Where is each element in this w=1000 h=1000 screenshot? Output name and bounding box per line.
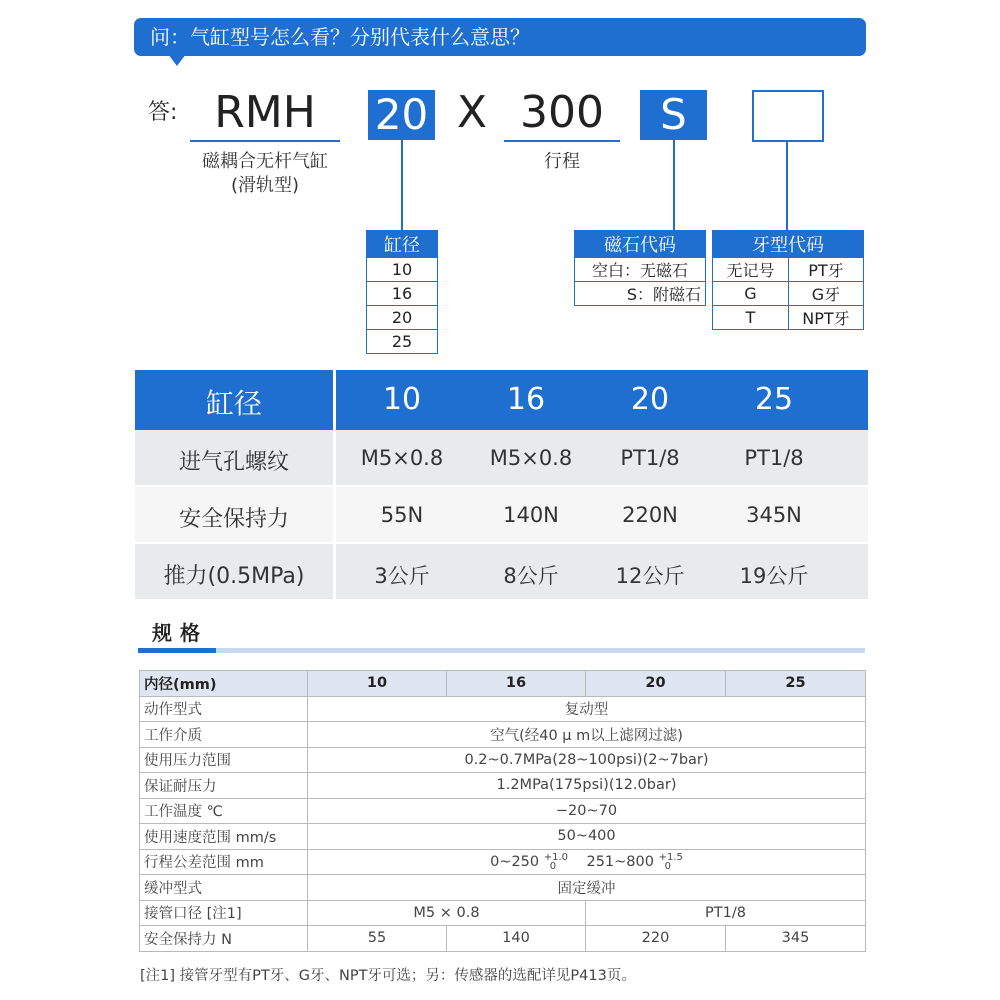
spec-header-row	[140, 671, 866, 697]
spec-header-col: 16	[447, 671, 586, 697]
thread-type: NPT牙	[788, 306, 863, 330]
magnet-legend-title: 磁石代码	[575, 231, 706, 258]
spec-row	[140, 875, 866, 901]
spec-row	[140, 926, 866, 952]
bore-legend-title: 缸径	[367, 231, 438, 258]
spec-table	[139, 670, 866, 952]
spec-row	[140, 849, 866, 875]
spec-cell: 140	[447, 926, 586, 952]
bore-legend-value: 16	[367, 282, 438, 306]
main-cell: 345N	[746, 503, 802, 527]
tolerance-a	[544, 853, 568, 871]
spec-header-col: 25	[726, 671, 866, 697]
main-cell: 8公斤	[503, 564, 559, 588]
main-table-divider	[333, 370, 336, 600]
spec-row-value: M5 × 0.8	[308, 900, 586, 926]
main-row-label: 推力(0.5MPa)	[163, 564, 305, 589]
spec-row-label: 工作介质	[140, 722, 308, 748]
answer-label: 答:	[148, 100, 178, 125]
main-cell: M5×0.8	[489, 446, 573, 470]
tolerance-range-a: 0~250	[490, 853, 540, 870]
spec-row	[140, 773, 866, 799]
spec-footnote: [注1] 接管牙型有PT牙、G牙、NPT牙可选；另：传感器的选配详见P413页。	[140, 968, 636, 984]
tolerance-range-b: 251~800	[586, 853, 654, 870]
spec-row	[140, 747, 866, 773]
main-header-col: 16	[506, 382, 546, 417]
spec-row-value: 0.2~0.7MPa(28~100psi)(2~7bar)	[308, 747, 866, 773]
thread-legend-title: 牙型代码	[713, 231, 864, 258]
spec-row-value: −20~70	[308, 798, 866, 824]
spec-row	[140, 824, 866, 850]
bore-legend-value: 10	[367, 258, 438, 282]
model-thread-box	[752, 90, 824, 142]
thread-type: G牙	[788, 282, 863, 306]
main-cell: 19公斤	[739, 564, 809, 588]
spec-row-label: 动作型式	[140, 696, 308, 722]
thread-code: T	[713, 306, 789, 330]
main-row-label: 进气孔螺纹	[178, 450, 289, 475]
magnet-legend-table	[574, 230, 706, 306]
spec-row-label: 使用速度范围 mm/s	[140, 824, 308, 850]
spec-cell: 220	[586, 926, 726, 952]
thread-legend-table	[712, 230, 864, 330]
spec-divider-accent	[138, 648, 216, 653]
spec-row-label: 接管口径 [注1]	[140, 900, 308, 926]
spec-row-label: 缓冲型式	[140, 875, 308, 901]
tolerance-b	[659, 853, 683, 871]
spec-cell: 55	[308, 926, 447, 952]
model-separator: X	[456, 87, 488, 138]
spec-row-value: 复动型	[308, 696, 866, 722]
tolerance-b-lower: 0	[664, 860, 671, 872]
thread-type: PT牙	[788, 258, 863, 282]
main-header-col: 10	[382, 382, 422, 417]
main-cell: 220N	[622, 503, 678, 527]
model-bore-box: 20	[368, 90, 435, 140]
model-series: RMH	[190, 86, 340, 142]
spec-row-value: 50~400	[308, 824, 866, 850]
spec-row-label: 保证耐压力	[140, 773, 308, 799]
spec-row-label: 工作温度 ℃	[140, 798, 308, 824]
thread-code: G	[713, 282, 789, 306]
magnet-legend-row: 空白：无磁石	[575, 258, 706, 282]
spec-header-col: 10	[308, 671, 447, 697]
spec-row-value: 1.2MPa(175psi)(12.0bar)	[308, 773, 866, 799]
spec-header-col: 20	[586, 671, 726, 697]
spec-divider	[138, 648, 865, 653]
question-text: 问：气缸型号怎么看？分别代表什么意思？	[150, 25, 530, 49]
series-caption-line1: 磁耦合无杆气缸	[202, 151, 328, 172]
main-header-label: 缸径	[205, 387, 262, 420]
tolerance-a-upper: +1.0	[543, 851, 569, 863]
spec-row	[140, 696, 866, 722]
thread-connector	[786, 140, 788, 230]
spec-row-value: 固定缓冲	[308, 875, 866, 901]
series-caption	[190, 150, 340, 198]
main-header-col: 20	[630, 382, 670, 417]
main-cell: 140N	[503, 503, 559, 527]
tolerance-b-upper: +1.5	[658, 851, 683, 863]
spec-title: 规格	[152, 621, 208, 645]
stroke-caption: 行程	[544, 151, 580, 172]
spec-row	[140, 798, 866, 824]
main-cell: PT1/8	[620, 446, 680, 470]
thread-code: 无记号	[713, 258, 789, 282]
bore-legend-value: 20	[367, 306, 438, 330]
spec-row	[140, 900, 866, 926]
main-cell: M5×0.8	[360, 446, 444, 470]
spec-row-label: 使用压力范围	[140, 747, 308, 773]
series-caption-line2: (滑轨型)	[230, 175, 300, 196]
main-row-label: 安全保持力	[178, 507, 289, 532]
spec-row-label: 安全保持力 N	[140, 926, 308, 952]
model-stroke: 300	[504, 86, 620, 142]
spec-row-value: 空气(经40 μ m以上滤网过滤)	[308, 722, 866, 748]
spec-row	[140, 722, 866, 748]
magnet-connector	[673, 140, 675, 230]
model-magnet-box: S	[640, 90, 707, 140]
bore-legend-table	[366, 230, 438, 354]
main-header-col: 25	[754, 382, 794, 417]
spec-header-label: 内径(mm)	[140, 671, 308, 697]
spec-row-value: PT1/8	[586, 900, 866, 926]
main-cell: 55N	[380, 503, 424, 527]
main-cell: PT1/8	[744, 446, 804, 470]
stroke-tolerance-value	[308, 849, 866, 875]
spec-cell: 345	[726, 926, 866, 952]
bore-legend-value: 25	[367, 330, 438, 354]
tolerance-a-lower: 0	[549, 860, 557, 872]
banner-pointer	[168, 54, 186, 66]
magnet-legend-row: S：附磁石	[575, 282, 706, 306]
main-cell: 12公斤	[615, 564, 685, 588]
spec-row-label: 行程公差范围 mm	[140, 849, 308, 875]
bore-connector	[401, 140, 403, 230]
main-cell: 3公斤	[374, 564, 430, 588]
